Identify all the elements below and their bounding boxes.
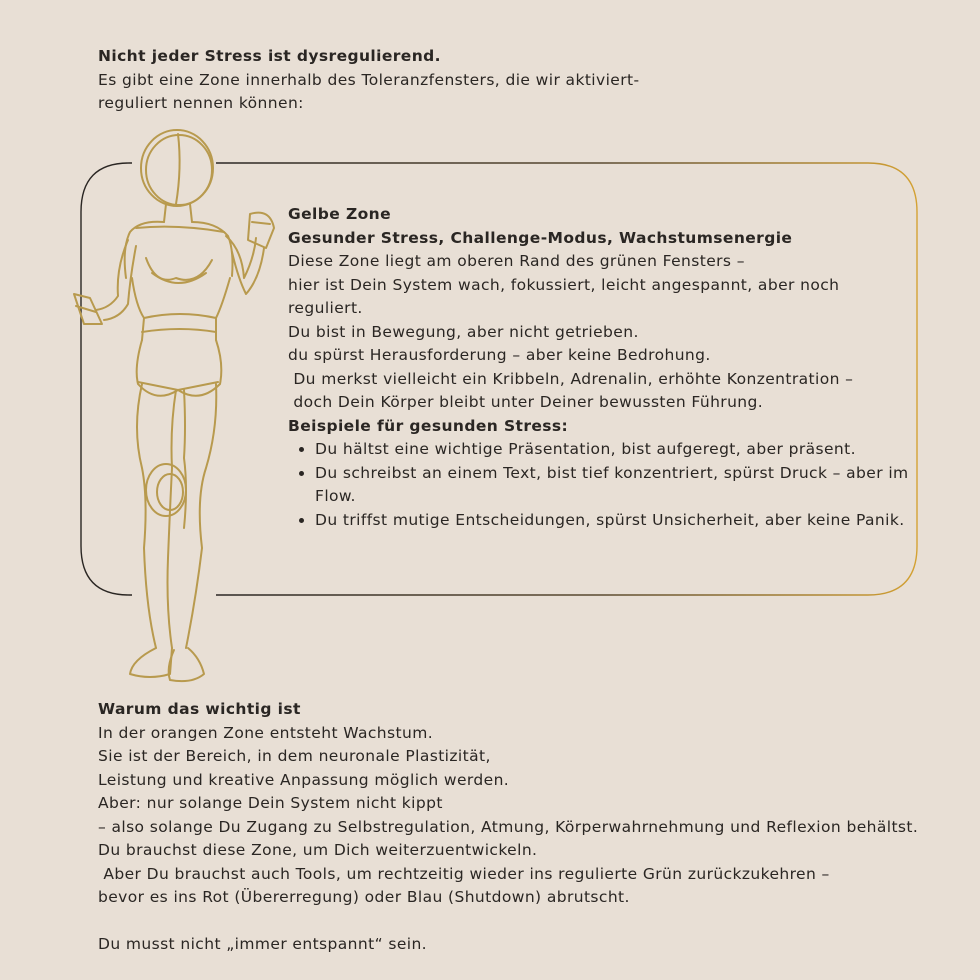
zone-subtitle: Gesunder Stress, Challenge-Modus, Wachstumsenergie (288, 228, 793, 247)
intro-heading: Nicht jeder Stress ist dysregulierend. (98, 47, 441, 65)
intro-line: Es gibt eine Zone innerhalb des Toleranzfensters, die wir aktiviert- (98, 70, 640, 89)
zone-title: Gelbe Zone (288, 205, 391, 223)
why-line: Aber Du brauchst auch Tools, um rechtzeitig wieder ins regulierte Grün zurückzukehren – (98, 864, 830, 883)
zone-box (288, 203, 928, 532)
why-line: Aber: nur solange Dein System nicht kippt (98, 794, 443, 812)
zone-line: hier ist Dein System wach, fokussiert, leicht angespannt, aber noch (288, 275, 840, 294)
zone-line: doch Dein Körper bleibt unter Deiner bewussten Führung. (288, 393, 764, 411)
intro-line: reguliert nennen können: (98, 94, 304, 112)
why-line: – also solange Du Zugang zu Selbstregulation, Atmung, Körperwahrnehmung und Reflexion behältst. (98, 817, 919, 836)
why-line: Sie ist der Bereich, in dem neuronale Plastizität, (98, 747, 491, 765)
zone-line: du spürst Herausforderung – aber keine Bedrohung. (288, 346, 711, 364)
examples-list (288, 438, 928, 532)
closing-line: Du musst nicht „immer entspannt“ sein. (98, 935, 428, 953)
intro-section (98, 45, 818, 116)
why-line: Du brauchst diese Zone, um Dich weiterzuentwickeln. (98, 841, 538, 859)
example-item: • Du hältst eine wichtige Präsentation, bist aufgeregt, aber präsent. (315, 438, 928, 462)
why-line: bevor es ins Rot (Übererregung) oder Blau (Shutdown) abrutscht. (98, 888, 630, 906)
zone-line: Du bist in Bewegung, aber nicht getrieben. (288, 322, 639, 341)
examples-heading: Beispiele für gesunden Stress: (288, 416, 569, 435)
zone-line: Diese Zone liegt am oberen Rand des grünen Fensters – (288, 252, 745, 270)
example-item: • Du triffst mutige Entscheidungen, spürst Unsicherheit, aber keine Panik. (315, 509, 928, 533)
why-heading: Warum das wichtig ist (98, 700, 301, 718)
zone-line: Du merkst vielleicht ein Kribbeln, Adrenalin, erhöhte Konzentration – (288, 369, 854, 388)
zone-line: reguliert. (288, 299, 363, 317)
why-line: Leistung und kreative Anpassung möglich werden. (98, 770, 510, 789)
figure-sketch-illustration (66, 128, 282, 688)
why-section (98, 698, 948, 957)
example-item: • Du schreibst an einem Text, bist tief konzentriert, spürst Druck – aber im Flow. (315, 462, 928, 509)
spacer (98, 910, 948, 934)
why-line: In der orangen Zone entsteht Wachstum. (98, 723, 434, 742)
